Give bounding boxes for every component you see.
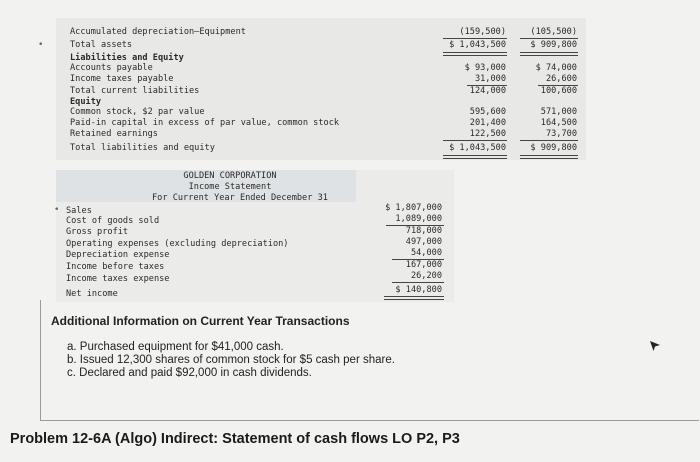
bs-prior-accum-dep: (105,500) xyxy=(530,27,577,37)
bs-label-itp: Income taxes payable xyxy=(70,74,174,84)
is-amount-depreciation: 54,000 xyxy=(410,248,442,258)
is-statement-title: Income Statement xyxy=(188,182,272,192)
bs-prior-ap: $ 74,000 xyxy=(535,63,577,73)
bs-label-tcl: Total current liabilities xyxy=(70,86,200,96)
is-period: For Current Year Ended December 31 xyxy=(152,193,328,203)
bs-prior-rule-1 xyxy=(520,38,578,39)
bs-prior-total-liab-equity: $ 909,800 xyxy=(530,143,577,153)
bs-current-total-liab-equity: $ 1,043,500 xyxy=(449,143,506,153)
is-label-income-taxes: Income taxes expense xyxy=(66,274,170,284)
is-amount-cogs: 1,089,000 xyxy=(395,214,442,224)
bs-current-itp: 31,000 xyxy=(474,74,506,84)
bs-current-ap: $ 93,000 xyxy=(464,63,506,73)
bs-prior-double-rule-1 xyxy=(520,52,578,56)
bs-current-paid-in-capital: 201,400 xyxy=(469,118,506,128)
is-amount-net-income: $ 140,800 xyxy=(395,285,442,295)
bs-label-total-assets: Total assets xyxy=(70,40,133,50)
bs-prior-retained-earnings: 73,700 xyxy=(545,129,577,139)
bs-current-rule-1 xyxy=(443,38,507,39)
additional-info-item-a: a. Purchased equipment for $41,000 cash. xyxy=(67,341,284,353)
bs-label-accum-dep: Accumulated depreciation—Equipment xyxy=(70,27,246,37)
problem-title: Problem 12-6A (Algo) Indirect: Statement of cash flows LO P2, P3 xyxy=(10,431,460,447)
bs-prior-paid-in-capital: 164,500 xyxy=(540,118,577,128)
bs-label-ap: Accounts payable xyxy=(70,63,153,73)
bs-current-common-stock: 595,600 xyxy=(469,107,506,117)
bs-prior-rule-3 xyxy=(520,140,578,141)
additional-info-item-c: c. Declared and paid $92,000 in cash dividends. xyxy=(67,367,312,379)
bs-current-total-assets: $ 1,043,500 xyxy=(449,40,506,50)
bs-current-accum-dep: (159,500) xyxy=(459,27,506,37)
is-label-cogs: Cost of goods sold xyxy=(66,216,160,226)
is-amount-sales: $ 1,807,000 xyxy=(385,203,442,213)
bs-label-paid-in-capital: Paid-in capital in excess of par value, common stock xyxy=(70,118,340,128)
is-label-opex: Operating expenses (excluding depreciation) xyxy=(66,239,289,249)
is-amount-gross-profit: 718,000 xyxy=(405,226,442,236)
is-label-income-before-taxes: Income before taxes xyxy=(66,262,165,272)
is-label-sales: Sales xyxy=(66,206,92,216)
bs-prior-itp: 26,600 xyxy=(545,74,577,84)
is-amount-opex: 497,000 xyxy=(405,237,442,247)
bs-current-tcl: 124,000 xyxy=(469,86,506,96)
is-label-depreciation: Depreciation expense xyxy=(66,250,170,260)
bs-prior-tcl: 100,600 xyxy=(540,86,577,96)
bs-prior-double-rule-2 xyxy=(520,155,578,159)
additional-info-item-b: b. Issued 12,300 shares of common stock for $5 cash per share. xyxy=(67,354,395,366)
bs-label-retained-earnings: Retained earnings xyxy=(70,129,158,139)
bs-label-common-stock: Common stock, $2 par value xyxy=(70,107,205,117)
is-label-net-income: Net income xyxy=(66,289,118,299)
is-rule-3 xyxy=(392,282,444,283)
margin-dot-mark: • xyxy=(38,40,44,50)
bs-current-retained-earnings: 122,500 xyxy=(469,129,506,139)
is-label-gross-profit: Gross profit xyxy=(66,227,129,237)
bs-current-double-rule-1 xyxy=(443,52,507,56)
bs-current-rule-3 xyxy=(443,140,507,141)
bs-prior-total-assets: $ 909,800 xyxy=(530,40,577,50)
additional-info-title: Additional Information on Current Year Transactions xyxy=(51,314,350,328)
bs-label-total-liab-equity: Total liabilities and equity xyxy=(70,143,215,153)
is-amount-income-before-taxes: 167,000 xyxy=(405,260,442,270)
bs-heading-equity: Equity xyxy=(70,97,102,107)
pointer-arrow-icon xyxy=(649,340,661,352)
bs-current-double-rule-2 xyxy=(443,155,507,159)
margin-dot-mark-2: • xyxy=(54,205,60,215)
bs-heading-liab-equity: Liabilities and Equity xyxy=(70,53,184,63)
is-company-name: GOLDEN CORPORATION xyxy=(183,171,277,181)
is-amount-income-taxes: 26,200 xyxy=(410,271,442,281)
bs-prior-common-stock: 571,000 xyxy=(540,107,577,117)
